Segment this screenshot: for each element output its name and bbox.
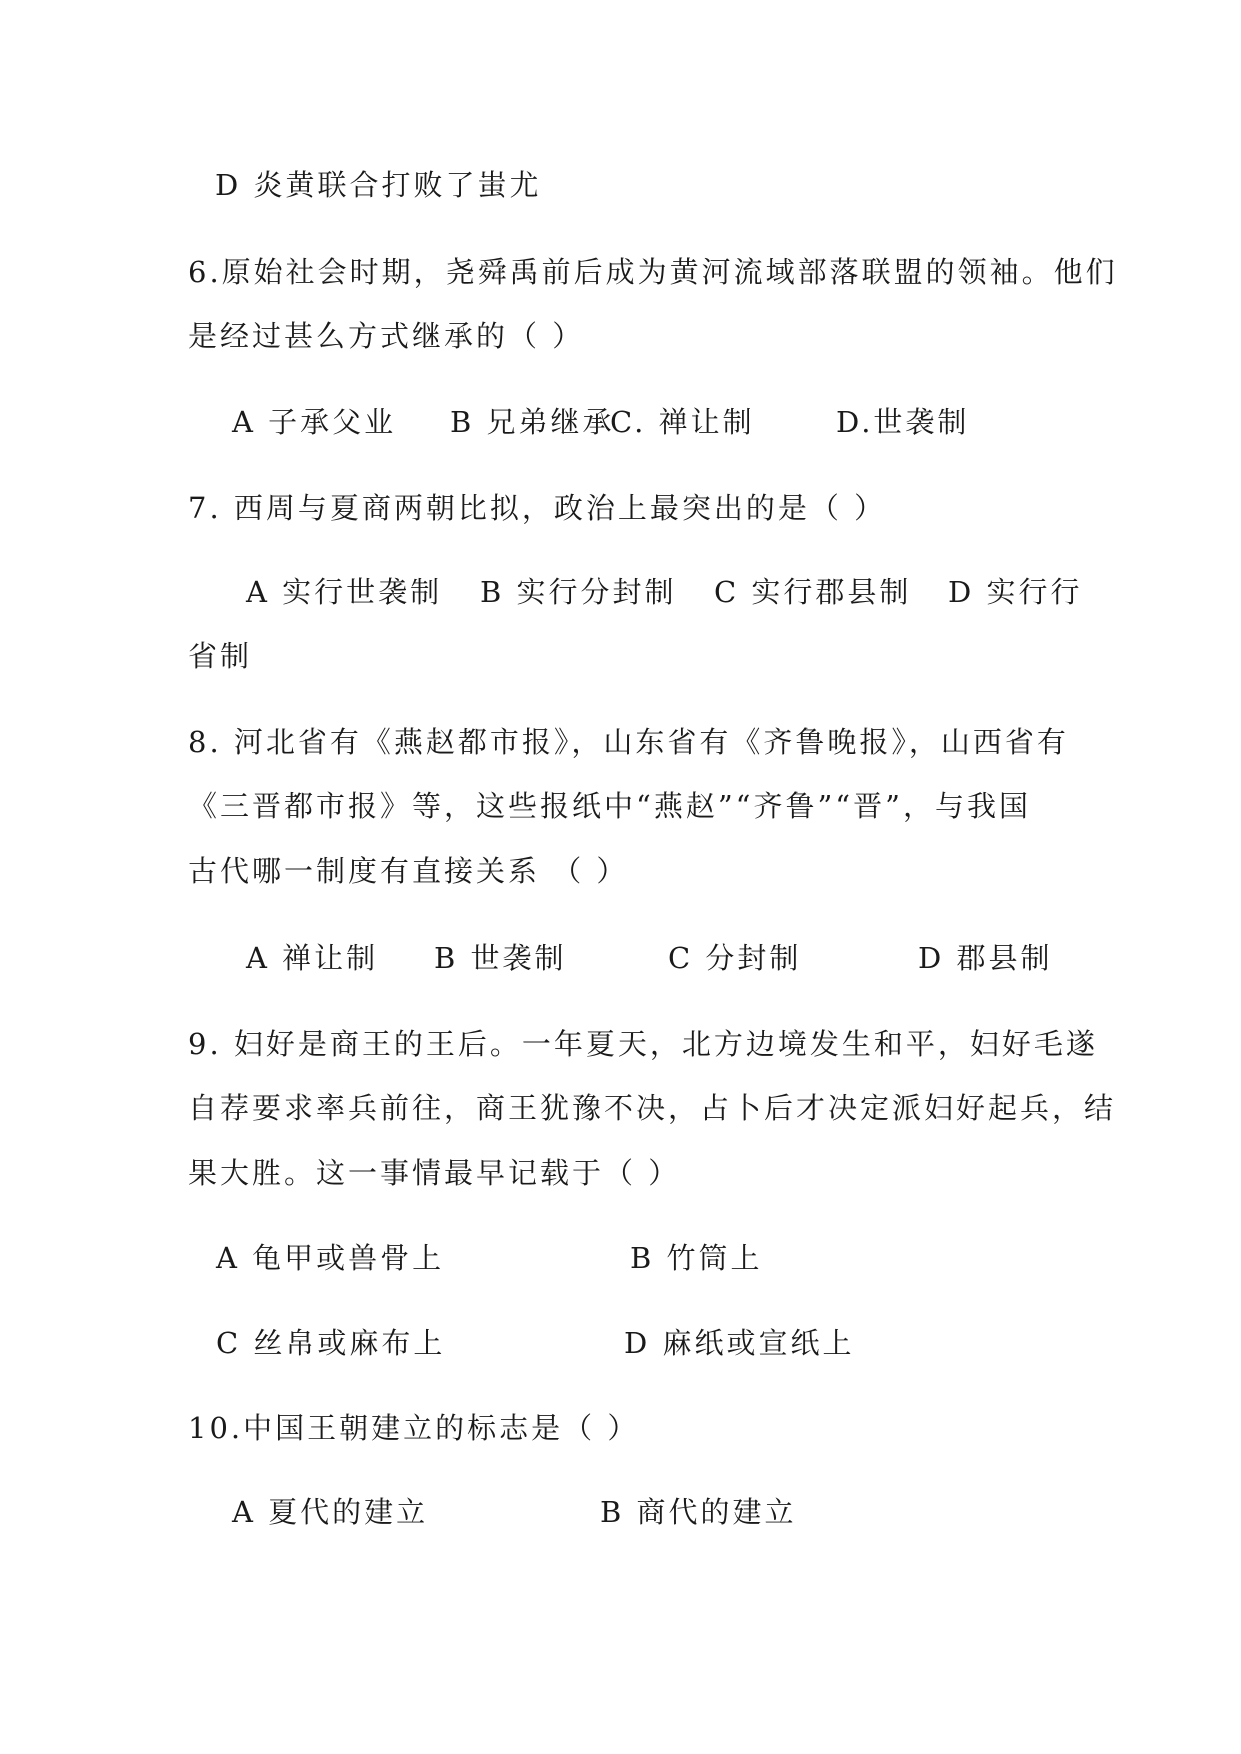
q7-option-d-line2: 省制: [188, 639, 253, 673]
q6-stem-line1: 6.原始社会时期，尧舜禹前后成为黄河流域部落联盟的领袖。他们: [188, 255, 1118, 289]
q8-stem-line2: 《三晋都市报》等，这些报纸中“燕赵”“齐鲁”“晋”，与我国: [188, 789, 1031, 823]
q8-option-d: D 郡县制: [918, 941, 1053, 975]
q8-option-a: A 禅让制: [246, 941, 379, 975]
q6-option-a: A 子承父业: [232, 405, 397, 439]
q8-stem-line3: 古代哪一制度有直接关系 （ ）: [188, 854, 629, 888]
q6-option-c: C. 禅让制: [610, 405, 755, 439]
q9-option-b: B 竹筒上: [630, 1241, 763, 1275]
q5-option-d: D 炎黄联合打败了蚩尤: [215, 168, 542, 202]
q10-stem: 10.中国王朝建立的标志是（ ）: [188, 1411, 640, 1445]
q10-option-a: A 夏代的建立: [232, 1495, 429, 1529]
q8-option-c: C 分封制: [668, 941, 802, 975]
q7-option-d-line1: D 实行行: [948, 575, 1083, 609]
q8-option-b: B 世袭制: [434, 941, 567, 975]
q6-option-b: B 兄弟继承: [450, 405, 615, 439]
q9-stem-line1: 9. 妇好是商王的王后。一年夏天，北方边境发生和平，妇好毛遂: [188, 1027, 1098, 1061]
q7-stem: 7. 西周与夏商两朝比拟，政治上最突出的是（ ）: [188, 491, 887, 525]
q8-stem-line1: 8. 河北省有《燕赵都市报》，山东省有《齐鲁晚报》，山西省有: [188, 725, 1069, 759]
q9-option-a: A 龟甲或兽骨上: [216, 1241, 445, 1275]
q6-stem-line2: 是经过甚么方式继承的（ ）: [188, 319, 585, 353]
q10-option-b: B 商代的建立: [600, 1495, 797, 1529]
q9-option-c: C 丝帛或麻布上: [216, 1326, 446, 1360]
q9-option-d: D 麻纸或宣纸上: [624, 1326, 855, 1360]
q9-stem-line3: 果大胜。这一事情最早记载于（ ）: [188, 1156, 681, 1190]
q7-option-c: C 实行郡县制: [714, 575, 912, 609]
q9-stem-line2: 自荐要求率兵前往，商王犹豫不决，占卜后才决定派妇好起兵，结: [188, 1091, 1117, 1125]
q7-option-b: B 实行分封制: [480, 575, 677, 609]
q6-option-d: D.世袭制: [836, 405, 970, 439]
q7-option-a: A 实行世袭制: [246, 575, 443, 609]
